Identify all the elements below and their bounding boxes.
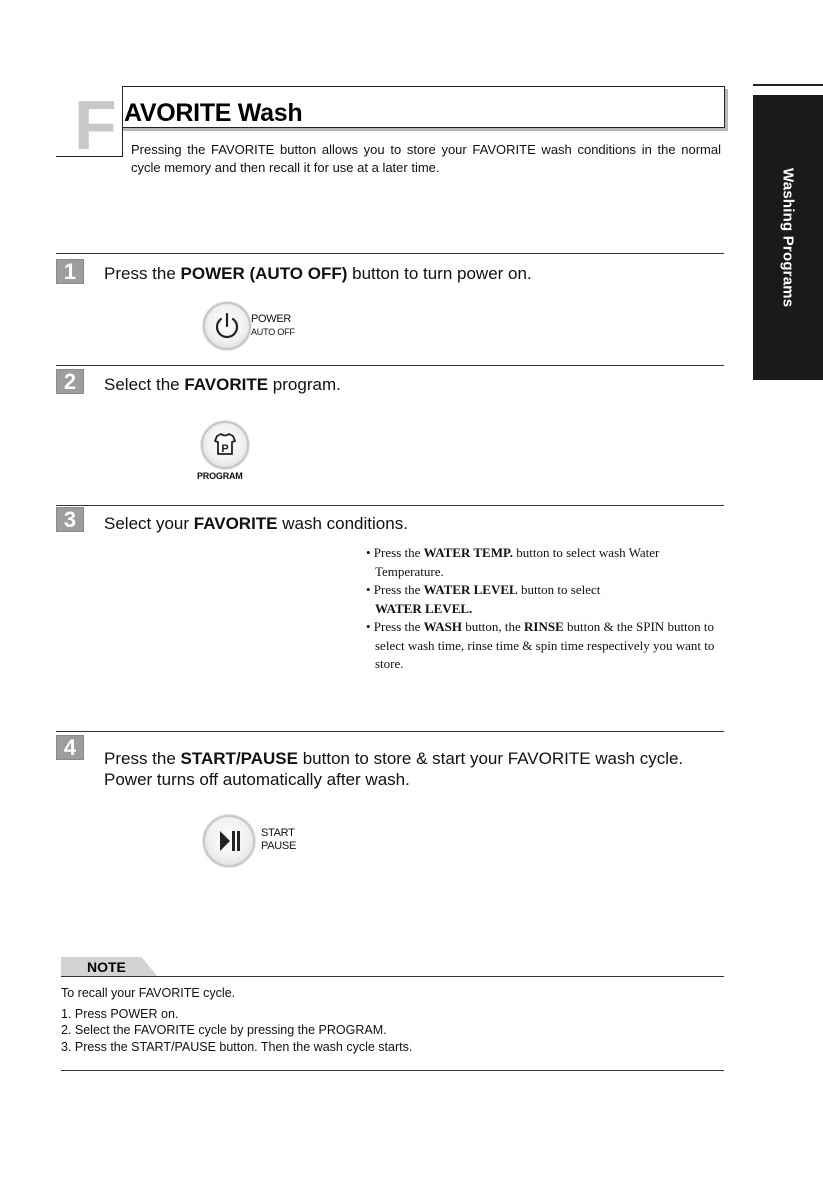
step-1-text	[104, 263, 532, 285]
start-pause-button	[203, 815, 255, 867]
step-3-badge: 3	[56, 507, 84, 532]
step-2-text-after: program.	[268, 375, 341, 394]
power-button-label: POWER	[251, 313, 292, 325]
step-3-text-bold: FAVORITE	[193, 514, 278, 533]
bullet-water-level	[366, 581, 716, 618]
page-title: AVORITE Wash	[124, 99, 303, 127]
bullet-wash-rinse-spin	[366, 618, 716, 674]
step-4-badge: 4	[56, 735, 84, 760]
step-3-bullets	[366, 544, 716, 674]
note-intro: To recall your FAVORITE cycle.	[61, 986, 236, 1000]
power-icon	[205, 304, 249, 348]
bullet-3-prefix: • Press the	[366, 619, 424, 634]
power-button-sublabel: AUTO OFF	[251, 327, 295, 337]
note-bottom-rule	[61, 1070, 724, 1071]
step-4-text-line2: Power turns off automatically after wash.	[104, 770, 410, 789]
bullet-1-bold: WATER TEMP.	[423, 545, 513, 560]
bullet-2-bold2: WATER LEVEL.	[375, 600, 473, 616]
bullet-3-suffix: button & the SPIN button to select wash time, rinse time & spin time respectively you want to store.	[375, 619, 715, 671]
bullet-3-bold2: RINSE	[524, 619, 564, 634]
note-item: 3. Press the START/PAUSE button. Then the wash cycle starts.	[61, 1039, 413, 1054]
step-1-rule	[56, 253, 724, 254]
bullet-1-suffix: button to select wash Water Temperature.	[375, 545, 660, 579]
step-3-text	[104, 513, 408, 535]
start-pause-sublabel: PAUSE	[261, 840, 296, 852]
step-2-text-before: Select the	[104, 375, 185, 394]
intro-text: Pressing the FAVORITE button allows you to store your FAVORITE wash conditions in the normal cycle memory and then recall it for use at a later time.	[131, 142, 721, 175]
bullet-1-prefix: • Press the	[366, 545, 424, 560]
step-2-text	[104, 374, 341, 396]
note-content	[61, 985, 412, 1055]
bullet-2-bold: WATER LEVEL	[423, 582, 518, 597]
program-icon-letter: P	[221, 443, 229, 455]
step-1-text-after: button to turn power on.	[347, 264, 532, 283]
power-button	[203, 302, 251, 350]
step-1-text-before: Press the	[104, 264, 181, 283]
bullet-water-temp	[366, 544, 716, 581]
side-tab-text-wrap	[753, 95, 823, 380]
step-4-text-after: button to store & start your FAVORITE wash cycle.	[297, 749, 684, 768]
note-item: 2. Select the FAVORITE cycle by pressing the PROGRAM.	[61, 1023, 387, 1037]
step-3-rule	[56, 505, 724, 506]
bullet-3-mid: button, the	[461, 619, 525, 634]
side-tab-label: Washing Programs	[779, 167, 797, 308]
bullet-2-prefix: • Press the	[366, 582, 424, 597]
note-label: NOTE	[87, 959, 126, 975]
step-4-rule	[56, 731, 724, 732]
step-3-text-after: wash conditions.	[277, 514, 408, 533]
step-2-text-bold: FAVORITE	[184, 375, 269, 394]
step-2-rule	[56, 365, 724, 366]
note-item: 1. Press POWER on.	[61, 1006, 179, 1021]
step-4-text-bold: START/PAUSE	[180, 749, 298, 768]
step-1-badge: 1	[56, 259, 84, 284]
step-4-text	[104, 748, 683, 770]
step-2-badge: 2	[56, 369, 84, 394]
bullet-2-suffix: button to select	[517, 582, 601, 597]
bullet-3-bold: WASH	[423, 619, 462, 634]
program-shirt-icon	[203, 423, 247, 467]
step-1-text-bold: POWER (AUTO OFF)	[180, 264, 348, 283]
play-pause-icon	[205, 817, 253, 865]
title-initial: F	[74, 86, 117, 164]
program-button	[201, 421, 249, 469]
side-tab-rule	[753, 84, 823, 86]
note-rule	[61, 976, 724, 977]
step-4-text-before: Press the	[104, 749, 181, 768]
step-3-text-before: Select your	[104, 514, 194, 533]
start-pause-label: START	[261, 827, 295, 839]
program-button-label: PROGRAM	[197, 471, 243, 481]
